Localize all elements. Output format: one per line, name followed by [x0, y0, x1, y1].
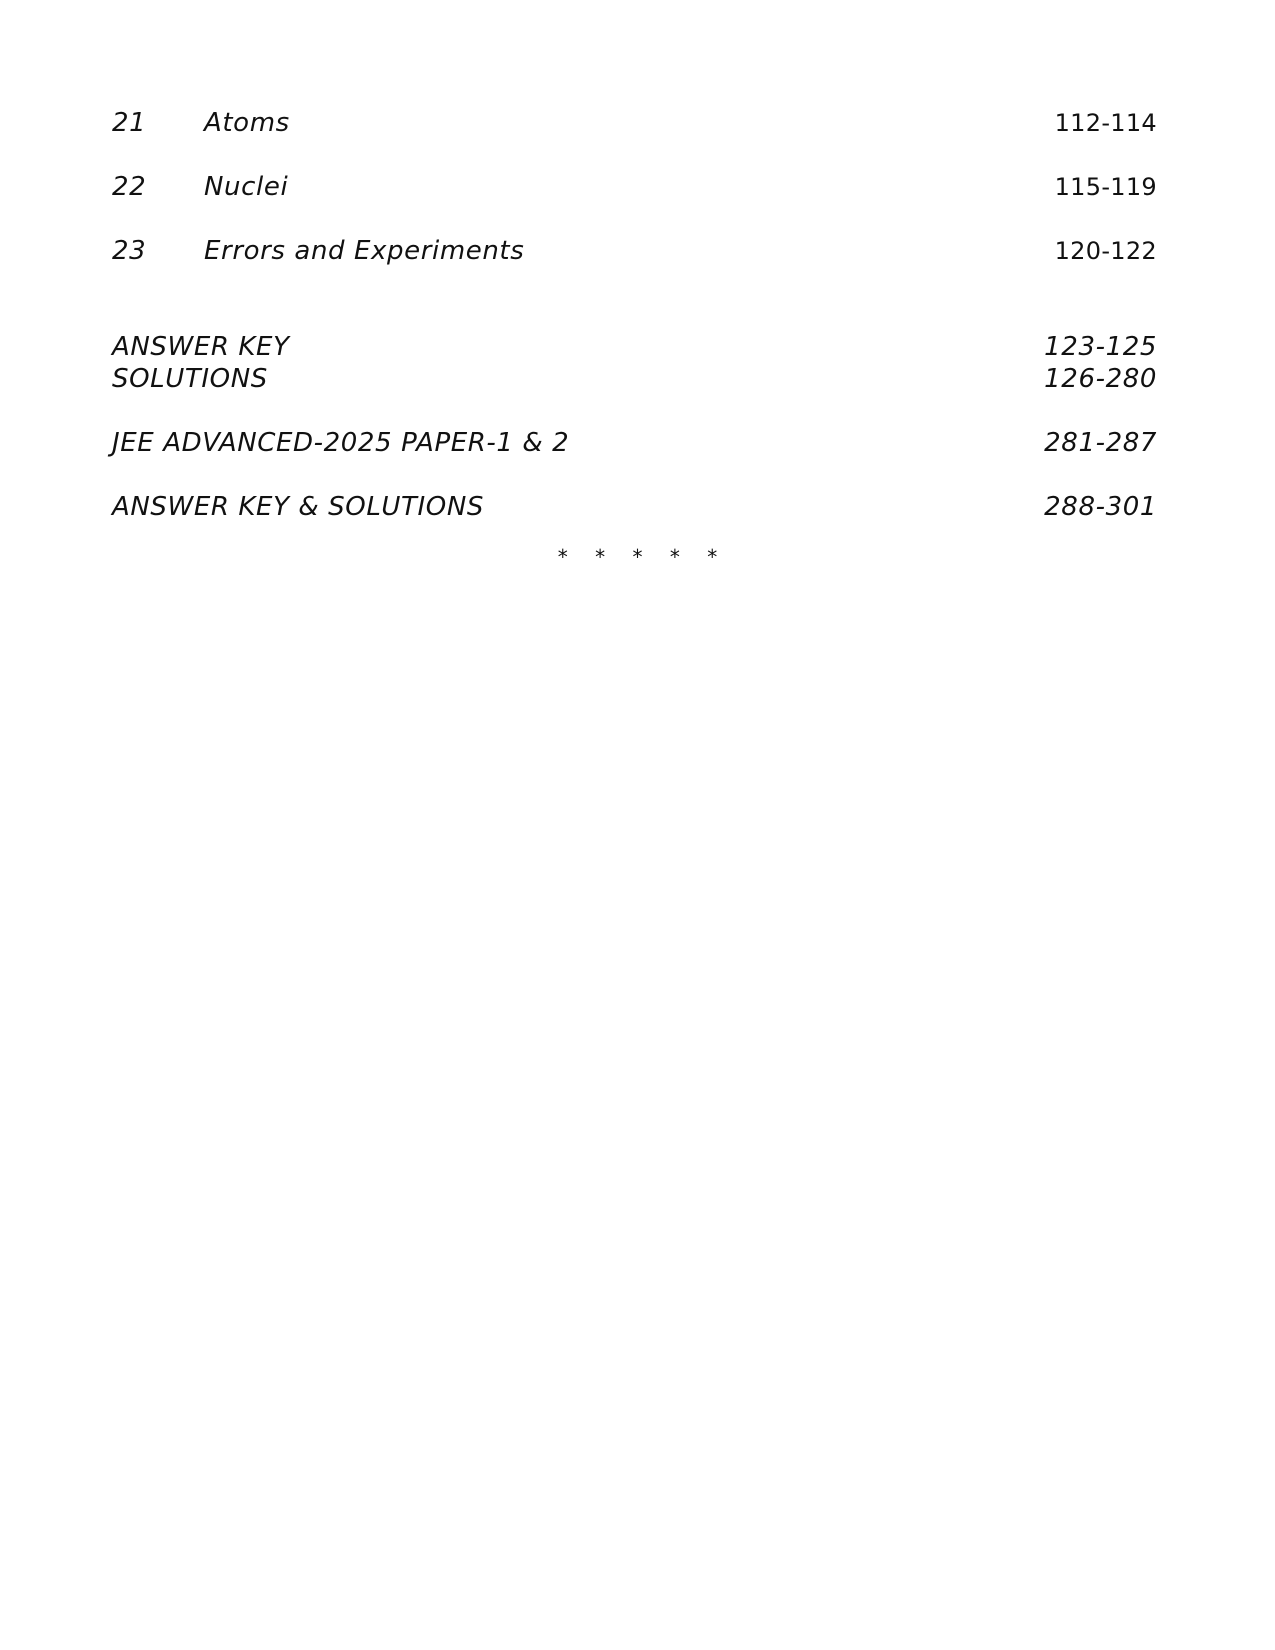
toc-row-section — [112, 329, 1157, 365]
chapter-title: Nuclei — [204, 172, 289, 202]
page-range: 288-301 — [1044, 492, 1157, 522]
section-title: JEE ADVANCED-2025 PAPER-1 & 2 — [112, 428, 570, 458]
page-range: 126-280 — [1044, 364, 1157, 394]
section-title: ANSWER KEY & SOLUTIONS — [112, 492, 485, 522]
chapter-number: 23 — [112, 236, 147, 266]
section-title: ANSWER KEY — [112, 332, 290, 362]
section-title: SOLUTIONS — [112, 364, 268, 394]
page-range: 123-125 — [1044, 332, 1157, 362]
chapter-number: 22 — [112, 172, 147, 202]
page-range: 112-114 — [1054, 109, 1157, 137]
chapter-title: Errors and Experiments — [204, 236, 525, 266]
toc-row-chapter — [112, 233, 1157, 269]
toc-row-section — [112, 489, 1157, 525]
chapter-title: Atoms — [204, 108, 290, 138]
asterisk: * — [632, 545, 643, 569]
toc-row-chapter — [112, 105, 1157, 141]
asterisk: * — [557, 545, 568, 569]
asterisk: * — [669, 545, 680, 569]
end-marker — [0, 545, 1275, 569]
toc-row-chapter — [112, 169, 1157, 205]
asterisk: * — [595, 545, 606, 569]
page-range: 120-122 — [1054, 237, 1157, 265]
chapter-number: 21 — [112, 108, 147, 138]
page-range: 281-287 — [1044, 428, 1157, 458]
page-range: 115-119 — [1054, 173, 1157, 201]
toc-row-section — [112, 425, 1157, 461]
asterisk: * — [707, 545, 718, 569]
toc-row-section — [112, 361, 1157, 397]
